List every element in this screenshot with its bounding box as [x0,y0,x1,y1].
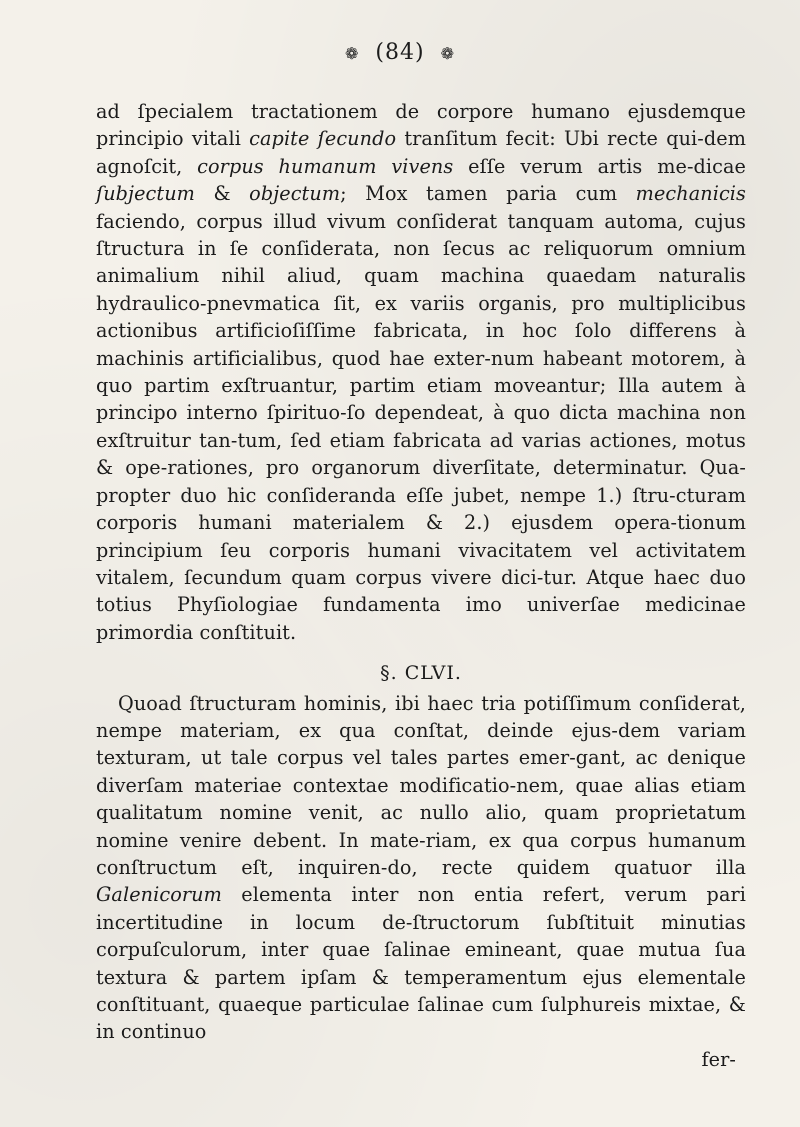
text-run: ad ſpecialem tractationem de corpore humano ejusdemque principio vitali [96,100,746,151]
italic-run: Galenicorum [96,883,222,907]
section-heading: §. CLVI. [380,662,462,685]
text-run: elementa inter non entia refert, verum pari incertitudine in locum de-ſtructorum ſubſtituit minutias corpuſculorum, inter quae ſalinae emineant, quae mutua ſua textura & partem ipſam & temperamentum ejus elementale conſtituant, quaeque particulae ſalinae cum ſulphureis mixtae, & in continuo [96,883,746,1044]
body-text [96,98,746,1073]
right-ornament-icon: ❁ [440,43,455,63]
catchword: fer- [701,1047,736,1071]
text-run: ; Mox tamen paria cum [340,182,636,206]
italic-run: objectum [249,182,341,206]
italic-run: capite ſecundo [249,127,397,151]
page-header [0,40,800,65]
text-run: Quoad ſtructuram hominis, ibi haec tria potiſſimum conſiderat, nempe materiam, ex qua conſtat, deinde ejus-dem variam texturam, ut tale corpus vel tales partes emer-gant, ac denique diverſam materiae contextae modificatio-nem, quae alias etiam qualitatum nomine venit, ac nullo alio, quam proprietatum nomine venire debent. In mate-riam, ex qua corpus humanum conſtructum eſt, inquiren-do, recte quidem quatuor illa [96,691,746,879]
italic-run: corpus humanum vivens [197,154,454,178]
italic-run: mechanicis [635,182,746,206]
text-run: faciendo, corpus illud vivum conſiderat tanquam automa, cujus ſtructura in ſe conſiderata, non ſecus ac reliquorum omnium animalium nihil aliud, quam machina quaedam naturalis hydraulico-pnevmatica ſit, ex variis organis, pro multiplicibus actionibus artificioſiſſime fabricata, in hoc ſolo differens à machinis artificialibus, quod hae exter-num habeant motorem, à quo partim exſtruantur, partim etiam moveantur; Illa autem à principo interno ſpirituo-ſo dependeat, à quo dicta machina non exſtruitur tan-tum, ſed etiam fabricata ad varias actiones, motus & ope-rationes, pro organorum diverſitate, determinatur. Qua-propter duo hic conſideranda eſſe jubet, nempe 1.) ſtru-cturam corporis humani materialem & 2.) ejusdem opera-tionum principium ſeu corporis humani vivacitatem vel activitatem vitalem, ſecundum quam corpus vivere dici-tur. Atque haec duo totius Phyſiologiae fundamenta imo univerſae medicinae primordia conſtituit. [96,209,746,644]
italic-run: ſubjectum [96,182,195,206]
text-run: eſſe verum artis me-dicae [453,154,747,178]
page-number: (84) [375,40,425,65]
paragraph-1 [96,98,746,646]
paragraph-2 [96,690,746,1046]
text-run: tranſitum fecit: Ubi recte qui-dem agnoſcit, [96,127,746,178]
left-ornament-icon: ❁ [345,43,360,63]
text-run: & [194,182,250,206]
